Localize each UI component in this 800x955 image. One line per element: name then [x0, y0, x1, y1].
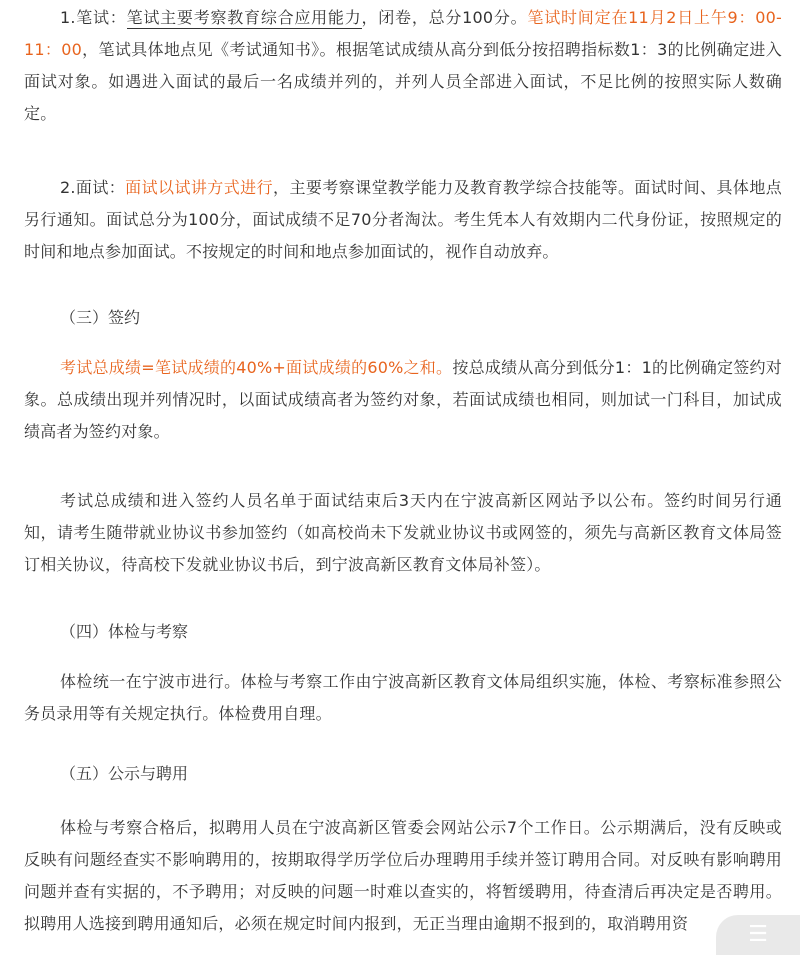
written-exam-detail: ，笔试具体地点见《考试通知书》。根据笔试成绩从高分到低分按招聘指标数1：3的比例确定进入面试对象。如遇进入面试的最后一名成绩并列的，并列人员全部进入面试，不足比例的按照实际人数确定。	[24, 40, 782, 123]
paragraph-publication: 考试总成绩和进入签约人员名单于面试结束后3天内在宁波高新区网站予以公布。签约时间另行通知，请考生随带就业协议书参加签约（如高校尚未下发就业协议书或网签的，须先与高新区教育文体局签订相关协议，待高校下发就业协议书后，到宁波高新区教育文体局补签）。	[24, 491, 782, 574]
section-heading-publicity: （五）公示与聘用	[60, 764, 189, 783]
paragraph-total-score	[24, 352, 782, 448]
section-heading-signing: （三）签约	[60, 308, 141, 327]
written-exam-text: ，闭卷，总分100分。	[361, 8, 528, 27]
written-exam-time-highlight: 笔试时间定在11月2日上午9：00-11：00	[24, 8, 782, 59]
paragraph-medical: 体检统一在宁波市进行。体检与考察工作由宁波高新区教育文体局组织实施，体检、考察标准参照公务员录用等有关规定执行。体检费用自理。	[24, 672, 782, 723]
floating-menu-button[interactable]	[716, 915, 800, 955]
interview-label: 2.面试：	[60, 178, 126, 197]
written-exam-label: 1.笔试：	[60, 8, 127, 27]
paragraph-interview	[24, 172, 782, 268]
total-score-text: 按总成绩从高分到低分1：1的比例确定签约对象。总成绩出现并列情况时，以面试成绩高者为签约对象，若面试成绩也相同，则加试一门科目，加试成绩高者为签约对象。	[24, 358, 783, 441]
interview-highlight: 面试以试讲方式进行	[125, 178, 274, 197]
written-exam-underlined: 笔试主要考察教育综合应用能力	[126, 8, 362, 27]
interview-text: ，主要考察课堂教学能力及教育教学综合技能等。面试时间、具体地点另行通知。面试总分为100分，面试成绩不足70分者淘汰。考生凭本人有效期内二代身份证，按照规定的时间和地点参加面试。不按规定的时间和地点参加面试的，视作自动放弃。	[24, 178, 782, 261]
total-score-highlight: 考试总成绩=笔试成绩的40%+面试成绩的60%之和。	[60, 358, 453, 377]
paragraph-written-exam	[24, 2, 782, 130]
paragraph-publicity: 体检与考察合格后，拟聘用人员在宁波高新区管委会网站公示7个工作日。公示期满后，没有反映或反映有问题经查实不影响聘用的，按期取得学历学位后办理聘用手续并签订聘用合同。对反映有影响聘用问题并查有实据的，不予聘用；对反映的问题一时难以查实的，将暂缓聘用，待查清后再决定是否聘用。拟聘用人选接到聘用通知后，必须在规定时间内报到，无正当理由逾期不报到的，取消聘用资	[24, 818, 782, 933]
menu-icon: ☰	[748, 922, 768, 947]
section-heading-medical: （四）体检与考察	[60, 622, 189, 641]
